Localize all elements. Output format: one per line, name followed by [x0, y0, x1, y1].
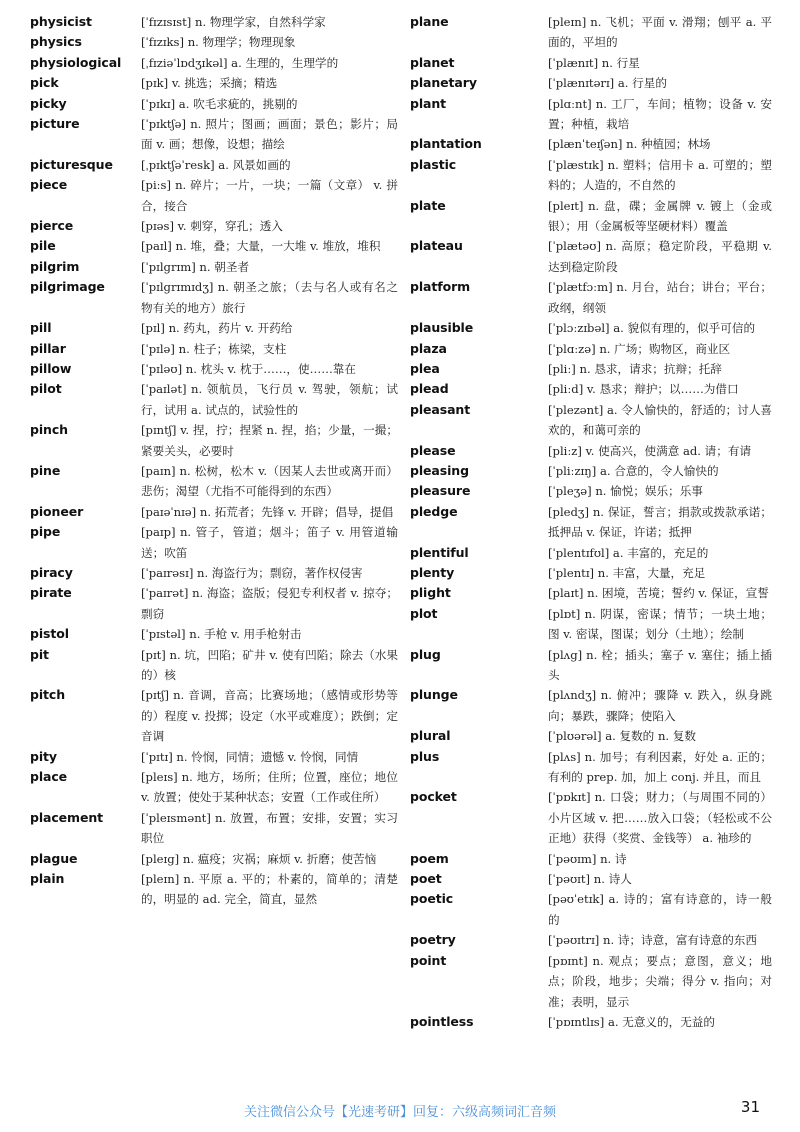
right-column: [410, 12, 772, 1032]
dictionary-entry: [30, 73, 398, 93]
dictionary-entry: [30, 645, 398, 686]
dictionary-entry: [410, 583, 772, 603]
headword: picturesque: [30, 156, 113, 172]
headword: plastic: [410, 156, 457, 172]
definition: [pleɪn] n. 平原 a. 平的；朴素的，简单的；清楚的，明显的 ad. 完全，简直，显然: [141, 872, 398, 907]
dictionary-entry: [410, 379, 772, 399]
headword: plateau: [410, 238, 463, 254]
definition: [plɑːnt] n. 工厂，车间；植物；设备 v. 安置；种植，栽培: [548, 96, 772, 132]
dictionary-entry: [30, 12, 398, 32]
dictionary-entry: [30, 522, 398, 563]
headword: plot: [410, 605, 438, 621]
definition: [ˈpaɪrət] n. 海盗；盗版；侵犯专利权者 v. 掠夺；剽窃: [141, 586, 398, 621]
definition: [pɪtʃ] n. 音调，音高；比赛场地；（感情或形势等的）程度 v. 投掷；设定（水平或难度）；跌倒；定音调: [141, 688, 398, 744]
headword: pledge: [410, 503, 458, 519]
headword: plentiful: [410, 544, 469, 560]
definition: [ˌpɪktʃəˈresk] a. 风景如画的: [141, 157, 291, 172]
headword: physics: [30, 34, 82, 50]
headword: plight: [410, 585, 451, 601]
dictionary-entry: [410, 236, 772, 277]
dictionary-entry: [30, 53, 398, 73]
dictionary-entry: [410, 12, 772, 53]
definition: [ˈpɪtɪ] n. 怜悯，同情；遗憾 v. 怜悯，同情: [141, 749, 359, 764]
headword: pine: [30, 462, 61, 478]
dictionary-entry: [410, 869, 772, 889]
dictionary-entry: [410, 53, 772, 73]
definition: [piːs] n. 碎片；一片，一块；一篇（文章） v. 拼合，接合: [141, 178, 398, 213]
dictionary-entry: [30, 808, 398, 849]
headword: piece: [30, 177, 68, 193]
definition: [ˈpaɪrəsɪ] n. 海盗行为；剽窃，著作权侵害: [141, 565, 363, 580]
dictionary-entry: [410, 481, 772, 501]
dictionary-entry: [410, 543, 772, 563]
dictionary-entry: [410, 930, 772, 950]
dictionary-entry: [410, 685, 772, 726]
headword: pierce: [30, 218, 74, 234]
headword: place: [30, 769, 68, 785]
headword: pill: [30, 320, 52, 336]
definition: [plʌs] n. 加号；有利因素，好处 a. 正的；有利的 prep. 加，加上 conj. 并且，而且: [548, 749, 772, 785]
page-number: 31: [740, 1098, 760, 1116]
definition: [ˈplʊərəl] a. 复数的 n. 复数: [548, 729, 696, 744]
dictionary-entry: [410, 645, 772, 686]
headword: picky: [30, 95, 67, 111]
definition: [pliː] n. 恳求，请求；抗辩；托辞: [548, 361, 722, 376]
definition: [ˈplɑːzə] n. 广场；购物区，商业区: [548, 341, 731, 356]
headword: platform: [410, 279, 471, 295]
dictionary-entry: [410, 563, 772, 583]
footer-note: 关注微信公众号【光速考研】回复：六级高频词汇音频: [243, 1105, 556, 1120]
dictionary-entry: [410, 461, 772, 481]
definition: [pɒɪnt] n. 观点；要点；意图，意义；地点；阶段，地步；尖端；得分 v. 指向；对准；表明，显示: [548, 953, 772, 1009]
headword: plea: [410, 360, 440, 376]
dictionary-entry: [410, 400, 772, 441]
definition: [ˈpəʊɪtrɪ] n. 诗；诗意，富有诗意的东西: [548, 933, 757, 948]
headword: plenty: [410, 564, 455, 580]
headword: poet: [410, 871, 442, 887]
headword: plug: [410, 646, 441, 662]
definition: [plaɪt] n. 困境，苦境；誓约 v. 保证，宣誓: [548, 586, 769, 601]
definition: [ˈpɪləʊ] n. 枕头 v. 枕于……，使……靠在: [141, 361, 356, 376]
headword: planetary: [410, 75, 477, 91]
dictionary-entry: [30, 685, 398, 746]
definition: [ˈplentɪ] n. 丰富，大量，充足: [548, 565, 706, 580]
definition: [paɪp] n. 管子，管道；烟斗；笛子 v. 用管道输送；吹笛: [141, 525, 398, 560]
definition: [ˈplætəʊ] n. 高原；稳定阶段，平稳期 v. 达到稳定阶段: [548, 239, 772, 274]
headword: plausible: [410, 320, 474, 336]
headword: pleasing: [410, 462, 469, 478]
headword: plead: [410, 381, 449, 397]
dictionary-entry: [410, 951, 772, 1012]
headword: physiological: [30, 54, 122, 70]
definition: [plʌndʒ] n. 俯冲；骤降 v. 跌入，纵身跳向；暴跌，骤降；使陷入: [548, 688, 772, 723]
definition: [pɪt] n. 坑，凹陷；矿井 v. 使有凹陷；除去（水果的）核: [141, 647, 398, 682]
definition: [ˈpɪkɪ] a. 吹毛求疵的，挑剔的: [141, 96, 298, 111]
definition: [ˈpɪlə] n. 柱子；栋梁，支柱: [141, 341, 287, 356]
headword: picture: [30, 116, 80, 132]
definition: [pɪəs] v. 刺穿，穿孔；透入: [141, 219, 283, 234]
definition: [ˌfɪziəˈlɒdʒɪkəl] a. 生理的，生理学的: [141, 55, 339, 70]
dictionary-entry: [410, 889, 772, 930]
dictionary-entry: [30, 94, 398, 114]
dictionary-entry: [410, 747, 772, 788]
definition: [ˈpɪlgrɪm] n. 朝圣者: [141, 259, 250, 274]
definition: [paɪn] n. 松树，松木 v.（因某人去世或离开而）悲伤；渴望（尤指不可能得到的东西）: [141, 463, 398, 499]
dictionary-entry: [30, 257, 398, 277]
definition: [ˈpliːzɪŋ] a. 合意的，令人愉快的: [548, 463, 719, 478]
dictionary-entry: [30, 583, 398, 624]
dictionary-entry: [30, 359, 398, 379]
dictionary-entry: [30, 563, 398, 583]
definition: [paɪl] n. 堆，叠；大量，一大堆 v. 堆放，堆积: [141, 239, 381, 254]
headword: plate: [410, 197, 446, 213]
definition: [pliːd] v. 恳求；辩护；以……为借口: [548, 382, 739, 397]
headword: piracy: [30, 564, 73, 580]
headword: point: [410, 952, 447, 968]
headword: poetic: [410, 891, 454, 907]
headword: plunge: [410, 687, 458, 703]
dictionary-entry: [410, 318, 772, 338]
headword: pleasure: [410, 483, 471, 499]
definition: [ˈplɔːzɪbəl] a. 貌似有理的，似乎可信的: [548, 321, 756, 336]
definition: [ˈpleɪsmənt] n. 放置，布置；安排，安置；实习职位: [141, 810, 398, 846]
definition: [ˈpɪstəl] n. 手枪 v. 用手枪射击: [141, 627, 302, 642]
definition: [pledʒ] n. 保证，誓言；捐款或拨款承诺；抵押品 v. 保证，许诺；抵押: [548, 504, 772, 540]
headword: planet: [410, 54, 455, 70]
definition: [ˈpɪktʃə] n. 照片；图画；画面；景色；影片；局面 v. 画；想像，设想；描绘: [141, 117, 398, 152]
headword: plural: [410, 728, 451, 744]
dictionary-entry: [410, 787, 772, 848]
dictionary-entry: [410, 849, 772, 869]
headword: pointless: [410, 1013, 474, 1029]
headword: pilgrim: [30, 258, 80, 274]
definition: [ˈplentɪfʊl] a. 丰富的，充足的: [548, 545, 709, 560]
headword: pick: [30, 75, 59, 91]
headword: pioneer: [30, 503, 84, 519]
definition: [pleɪn] n. 飞机；平面 v. 滑翔；刨平 a. 平面的，平坦的: [548, 15, 772, 50]
dictionary-entry: [30, 624, 398, 644]
headword: pit: [30, 646, 49, 662]
definition: [ˈplænɪt] n. 行星: [548, 55, 640, 70]
dictionary-entry: [410, 726, 772, 746]
headword: pilot: [30, 381, 62, 397]
headword: physicist: [30, 14, 92, 29]
headword: plantation: [410, 136, 482, 152]
dictionary-entry: [30, 318, 398, 338]
dictionary-entry: [30, 849, 398, 869]
definition: [paɪəˈnɪə] n. 拓荒者；先锋 v. 开辟；倡导，提倡: [141, 504, 394, 519]
headword: pillow: [30, 360, 72, 376]
headword: pitch: [30, 687, 66, 703]
definition: [pɪntʃ] v. 捏，拧；捏紧 n. 捏，掐；少量，一撮；紧要关头，必要时: [141, 423, 398, 458]
definition: [ˈpəʊɪm] n. 诗: [548, 851, 627, 866]
definition: [ˈfɪzɪks] n. 物理学；物理现象: [141, 35, 296, 50]
dictionary-entry: [410, 134, 772, 154]
headword: plague: [30, 850, 78, 866]
headword: poetry: [410, 932, 456, 948]
definition: [ˈplætfɔːm] n. 月台，站台；讲台；平台；政纲，纲领: [548, 280, 772, 315]
headword: please: [410, 442, 456, 458]
dictionary-entry: [30, 155, 398, 175]
headword: plant: [410, 95, 447, 111]
dictionary-entry: [30, 767, 398, 808]
headword: plane: [410, 14, 449, 29]
definition: [ˈpɪlgrɪmɪdʒ] n. 朝圣之旅；（去与名人或有名之物有关的地方）旅行: [141, 280, 398, 315]
definition: [pɪl] n. 药丸，药片 v. 开药给: [141, 321, 293, 336]
definition: [pleɪt] n. 盘，碟；金属牌 v. 镀上（金或银）；用（金属板等坚硬材料）覆盖: [548, 198, 772, 234]
dictionary-entry: [410, 73, 772, 93]
dictionary-entry: [30, 461, 398, 502]
dictionary-entry: [410, 441, 772, 461]
dictionary-entry: [30, 175, 398, 216]
dictionary-entry: [30, 114, 398, 155]
dictionary-entry: [30, 277, 398, 318]
definition: [pliːz] v. 使高兴，使满意 ad. 请；有请: [548, 443, 752, 458]
headword: pilgrimage: [30, 279, 105, 295]
dictionary-entry: [410, 277, 772, 318]
dictionary-entry: [30, 420, 398, 461]
headword: pirate: [30, 585, 72, 601]
headword: pity: [30, 748, 57, 764]
definition: [pleɪs] n. 地方，场所；住所；位置，座位；地位 v. 放置；使处于某种状态；安置（工作或住所）: [141, 770, 398, 805]
dictionary-entry: [30, 747, 398, 767]
headword: plus: [410, 748, 440, 764]
dictionary-entry: [410, 94, 772, 135]
definition: [ˈpaɪlət] n. 领航员，飞行员 v. 驾驶，领航；试行，试用 a. 试点的，试验性的: [141, 382, 398, 417]
definition: [ˈpəʊɪt] n. 诗人: [548, 872, 632, 887]
definition: [ˈfɪzɪsɪst] n. 物理学家，自然科学家: [141, 15, 326, 29]
definition: [pleɪg] n. 瘟疫；灾祸；麻烦 v. 折磨；使苦恼: [141, 851, 377, 866]
definition: [ˈplæstɪk] n. 塑料；信用卡 a. 可塑的；塑料的；人造的，不自然的: [548, 157, 772, 193]
dictionary-entry: [410, 359, 772, 379]
definition: [ˈplænɪtərɪ] a. 行星的: [548, 76, 667, 91]
headword: pinch: [30, 422, 68, 438]
headword: pocket: [410, 789, 457, 805]
dictionary-entry: [410, 604, 772, 645]
headword: placement: [30, 809, 104, 825]
dictionary-entry: [410, 502, 772, 543]
dictionary-entry: [30, 216, 398, 236]
definition: [pəʊˈetɪk] a. 诗的；富有诗意的，诗一般的: [548, 892, 772, 927]
definition: [plænˈteɪʃən] n. 种植园；林场: [548, 137, 711, 152]
headword: pistol: [30, 626, 69, 642]
headword: pile: [30, 238, 56, 254]
headword: poem: [410, 850, 449, 866]
dictionary-entry: [410, 196, 772, 237]
headword: plain: [30, 871, 65, 887]
definition: [ˈpɒkɪt] n. 口袋；财力；（与周围不同的）小片区域 v. 把……放入口袋；（轻松或不公正地）获得（奖赏、金钱等） a. 袖珍的: [548, 790, 772, 846]
dictionary-entry: [30, 339, 398, 359]
headword: plaza: [410, 340, 447, 356]
definition: [ˈpleʒə] n. 愉悦；娱乐；乐事: [548, 484, 703, 499]
dictionary-entry: [410, 1012, 772, 1032]
definition: [plʌg] n. 栓；插头；塞子 v. 塞住；插上插头: [548, 647, 772, 682]
definition: [plɒt] n. 阴谋，密谋；情节；一块土地；图 v. 密谋，图谋；划分（土地）；绘制: [548, 606, 772, 642]
dictionary-entry: [410, 155, 772, 196]
definition: [ˈplezənt] a. 令人愉快的，舒适的；讨人喜欢的，和蔼可亲的: [548, 402, 773, 438]
dictionary-entry: [30, 32, 398, 52]
headword: pillar: [30, 340, 66, 356]
headword: pipe: [30, 524, 61, 540]
dictionary-entry: [410, 339, 772, 359]
definition: [ˈpɒɪntlɪs] a. 无意义的，无益的: [548, 1014, 715, 1029]
dictionary-entry: [30, 379, 398, 420]
dictionary-entry: [30, 502, 398, 522]
dictionary-entry: [30, 869, 398, 910]
dictionary-entry: [30, 236, 398, 256]
headword: pleasant: [410, 401, 471, 417]
left-column: [30, 12, 398, 910]
definition: [pɪk] v. 挑选；采摘；精选: [141, 76, 278, 91]
